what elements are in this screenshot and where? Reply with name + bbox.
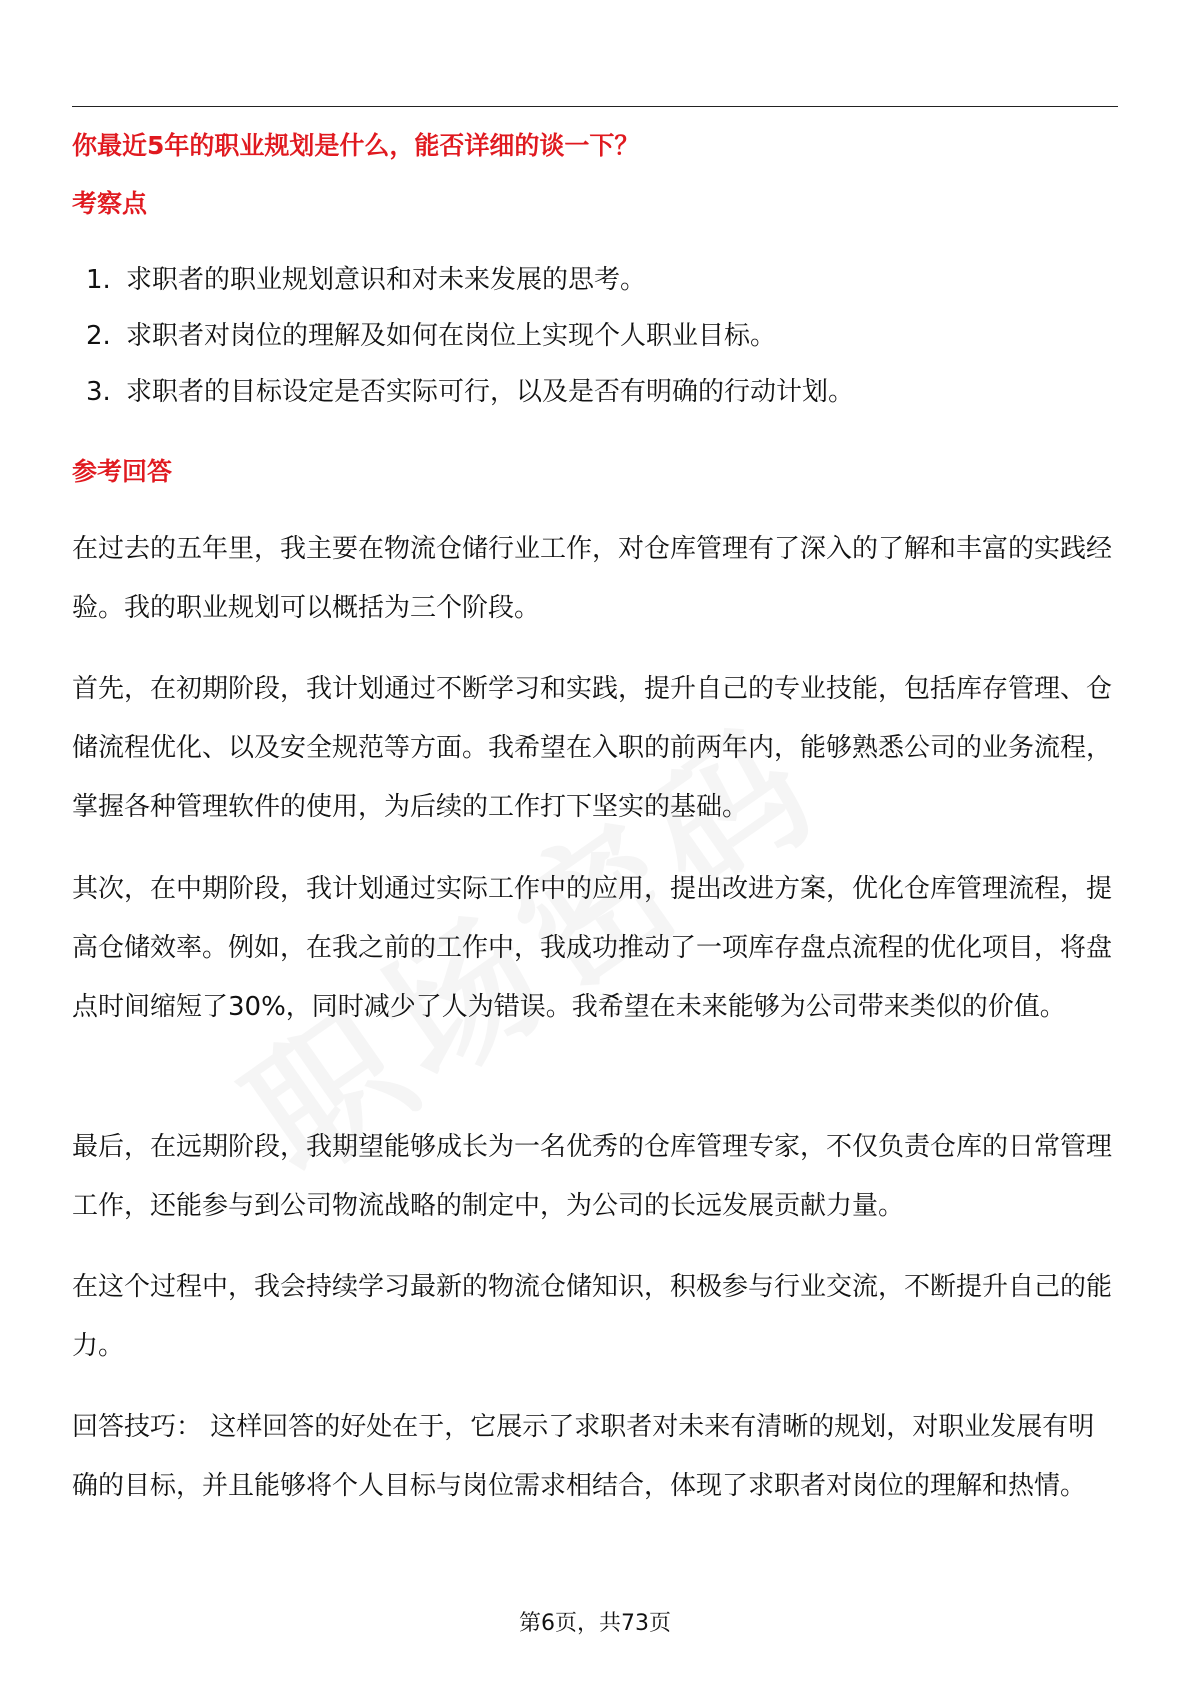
answer-paragraph: 最后，在远期阶段，我期望能够成长为一名优秀的仓库管理专家，不仅负责仓库的日常管理工作，还能参与到公司物流战略的制定中，为公司的长远发展贡献力量。: [72, 1132, 1113, 1221]
list-item-text: 求职者对岗位的理解及如何在岗位上实现个人职业目标。: [126, 321, 777, 351]
answer-paragraph: 首先，在初期阶段，我计划通过不断学习和实践，提升自己的专业技能，包括库存管理、仓储流程优化、以及安全规范等方面。我希望在入职的前两年内，能够熟悉公司的业务流程，掌握各种管理软件的使用，为后续的工作打下坚实的基础。: [72, 674, 1113, 822]
answer-tips-paragraph: 回答技巧： 这样回答的好处在于，它展示了求职者对未来有清晰的规划，对职业发展有明确的目标，并且能够将个人目标与岗位需求相结合，体现了求职者对岗位的理解和热情。: [72, 1412, 1095, 1501]
answer-paragraph: 在这个过程中，我会持续学习最新的物流仓储知识，积极参与行业交流，不断提升自己的能力。: [72, 1272, 1113, 1361]
answer-section-title: 参考回答: [72, 457, 173, 486]
list-item-text: 求职者的职业规划意识和对未来发展的思考。: [126, 265, 647, 295]
top-divider: [72, 106, 1118, 107]
points-list: [72, 258, 1118, 426]
list-item-text: 求职者的目标设定是否实际可行，以及是否有明确的行动计划。: [126, 377, 855, 407]
list-item-number: 1.: [86, 265, 111, 295]
list-item: [72, 370, 1118, 426]
points-section-title: 考察点: [72, 189, 148, 218]
question-heading: 你最近5年的职业规划是什么，能否详细的谈一下？: [72, 131, 640, 160]
list-item-number: 3.: [86, 377, 111, 407]
answer-paragraph: 在过去的五年里，我主要在物流仓储行业工作，对仓库管理有了深入的了解和丰富的实践经验。我的职业规划可以概括为三个阶段。: [72, 534, 1113, 623]
list-item-number: 2.: [86, 321, 111, 351]
answer-paragraph: 其次，在中期阶段，我计划通过实际工作中的应用，提出改进方案，优化仓库管理流程，提高仓储效率。例如，在我之前的工作中，我成功推动了一项库存盘点流程的优化项目，将盘点时间缩短了30%，同时减少了人为错误。我希望在未来能够为公司带来类似的价值。: [72, 874, 1113, 1022]
list-item: [72, 314, 1118, 370]
page-number-footer: 第6页，共73页: [519, 1611, 671, 1636]
list-item: [72, 258, 1118, 314]
